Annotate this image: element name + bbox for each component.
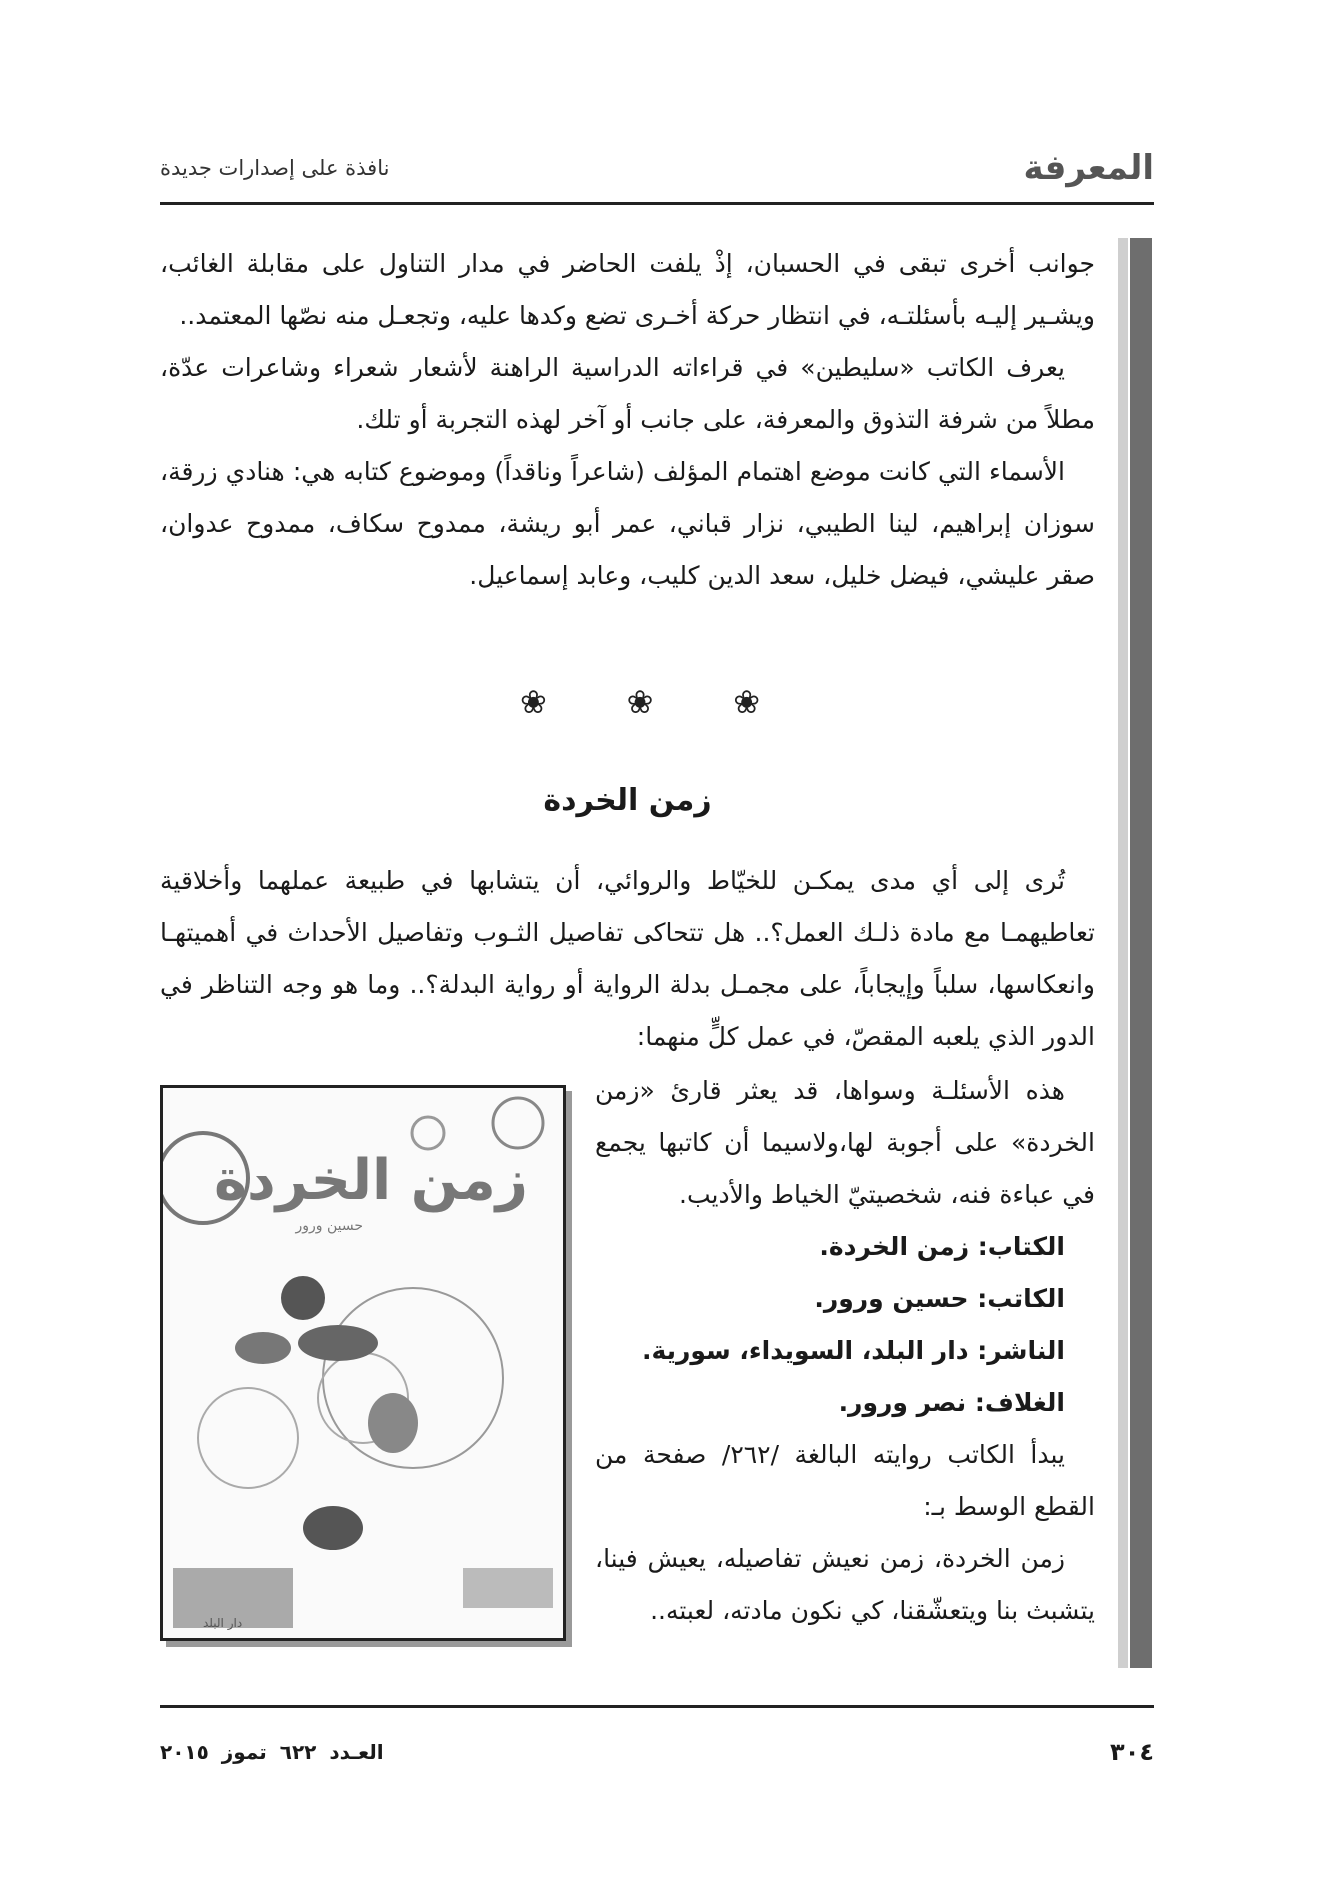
magazine-logo: المعرفة bbox=[1023, 148, 1154, 188]
paragraph: زمن الخردة، زمن نعيش تفاصيله، يعيش فينا، يتشبث بنا ويتعشّقنا، كي نكون مادته، لعبته.. bbox=[595, 1544, 1095, 1625]
book-cover-detail: الغلاف: نصر ورور. bbox=[838, 1388, 1065, 1417]
article-intro bbox=[160, 855, 1095, 1063]
cover-title: زمن الخردة bbox=[213, 1148, 528, 1213]
cover-publisher: دار البلد bbox=[203, 1616, 243, 1630]
paragraph: يبدأ الكاتب روايته البالغة /٢٦٢/ صفحة من القطع الوسط بـ: bbox=[595, 1440, 1095, 1521]
flower-icon: ❀ bbox=[626, 683, 654, 721]
article-title: زمن الخردة bbox=[543, 783, 712, 818]
cover-author: حسين ورور bbox=[295, 1218, 363, 1234]
section-heading: نافذة على إصدارات جديدة bbox=[160, 156, 390, 180]
book-publisher-detail: الناشر: دار البلد، السويداء، سورية. bbox=[641, 1336, 1065, 1365]
article-side-column bbox=[595, 1065, 1095, 1637]
paragraph: جوانب أخرى تبقى في الحسبان، إذْ يلفت الحاضر في مدار التناول على مقابلة الغائب، ويشـير إليـه بأسئلتـه، في انتظار حركة أخـرى تضع وكدها عليه، وتجعـل منه نصّها المعتمد.. bbox=[160, 249, 1095, 330]
flower-icon: ❀ bbox=[733, 683, 760, 721]
book-title-detail: الكتاب: زمن الخردة. bbox=[819, 1232, 1065, 1261]
flower-icon: ❀ bbox=[520, 683, 547, 721]
book-cover-image bbox=[160, 1085, 566, 1641]
intro-text bbox=[160, 238, 1095, 602]
page-number: ٣٠٤ bbox=[1110, 1738, 1154, 1766]
margin-bar-light bbox=[1118, 238, 1128, 1668]
footer-divider bbox=[160, 1705, 1154, 1708]
paragraph: هذه الأسئلـة وسواها، قد يعثر قارئ «زمن الخردة» على أجوبة لها،ولاسيما أن كاتبها يجمع في عباءة فنه، شخصيتيّ الخياط والأديب. bbox=[595, 1076, 1095, 1209]
paragraph: الأسماء التي كانت موضع اهتمام المؤلف (شاعراً وناقداً) وموضوع كتابه هي: هنادي زرقة، سوزان إبراهيم، لينا الطيبي، نزار قباني، عمر أبو ريشة، ممدوح سكاف، ممدوح عدوان، صقر عليشي، فيضل خليل، سعد الدين كليب، وعابد إسماعيل. bbox=[160, 457, 1095, 590]
header-divider bbox=[160, 202, 1154, 205]
issue-info: العـدد ٦٢٢ تموز ٢٠١٥ bbox=[160, 1740, 384, 1764]
book-author-detail: الكاتب: حسين ورور. bbox=[814, 1284, 1065, 1313]
paragraph: تُرى إلى أي مدى يمكـن للخيّاط والروائي، أن يتشابها في طبيعة عملهما وأخلاقية تعاطيهمـا مع مادة ذلـك العمل؟.. هل تتحاكى تفاصيل الثـوب وتفاصيل الأحداث في أهميتهـا وانعكاسها، سلباً وإيجاباً، على مجمـل بدلة الرواية أو رواية البدلة؟.. وما هو وجه التناظر في الدور الذي يلعبه المقصّ، في عمل كلٍّ منهما: bbox=[160, 866, 1095, 1051]
margin-bar-dark bbox=[1130, 238, 1152, 1668]
paragraph: يعرف الكاتب «سليطين» في قراءاته الدراسية الراهنة لأشعار شعراء وشاعرات عدّة، مطلاً من شرفة التذوق والمعرفة، على جانب أو آخر لهذه التجربة أو تلك. bbox=[160, 353, 1095, 434]
section-separator bbox=[520, 683, 760, 721]
